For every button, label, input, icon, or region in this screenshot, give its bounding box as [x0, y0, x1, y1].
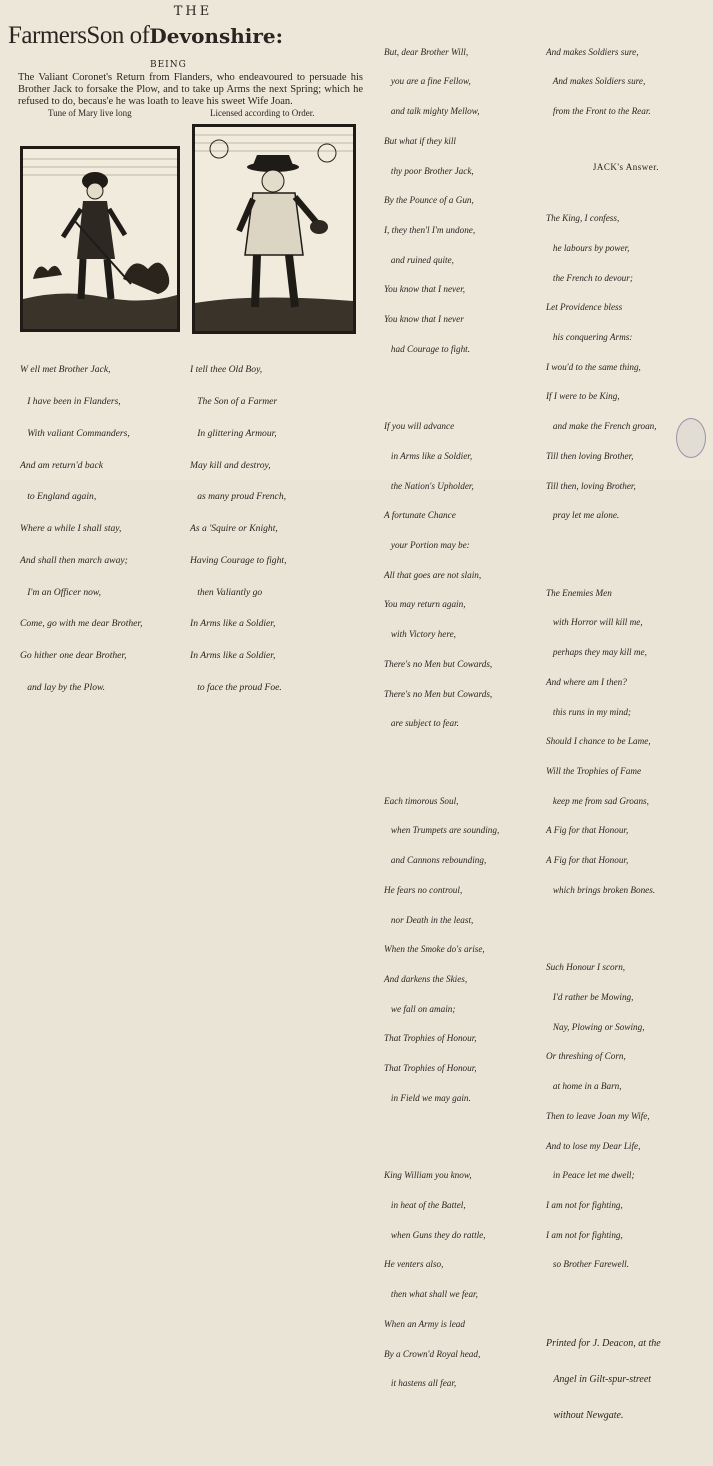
verse-line: I, they then'l I'm undone, — [384, 224, 476, 235]
verse-line: pray let me alone. — [546, 510, 620, 521]
verse-line: That Trophies of Honour, — [384, 1063, 477, 1074]
verse-line: King William you know, — [384, 1170, 472, 1181]
verse-line: and ruined quite, — [384, 254, 454, 265]
main-title-part-a: FarmersSon of — [8, 22, 150, 49]
verse-line: the French to devour; — [546, 272, 633, 283]
verse-line: When the Smoke do's arise, — [384, 944, 485, 955]
verse-line: I wou'd to the same thing, — [546, 361, 641, 372]
verse-line: A Fig for that Honour, — [546, 825, 629, 836]
tune-line: Tune of Mary live long — [48, 108, 132, 118]
verse-line: this runs in my mind; — [546, 706, 631, 717]
verse-line: And darkens the Skies, — [384, 974, 468, 984]
verse-line: the Nation's Upholder, — [384, 480, 474, 491]
verse-line: If I were to be King, — [546, 391, 620, 402]
verse-line: and talk mighty Mellow, — [384, 106, 480, 117]
main-title-part-b: Devonshire: — [149, 24, 284, 48]
verse-line: May kill and destroy, — [190, 459, 271, 471]
verse-line: You know that I never — [384, 314, 464, 325]
verse-column-4 — [546, 8, 706, 1466]
library-stamp-icon — [676, 418, 706, 458]
verse-line: In Arms like a Soldier, — [190, 618, 276, 630]
verse-line: then Valiantly go — [190, 586, 263, 598]
stanza — [546, 194, 706, 541]
imprint — [546, 1314, 706, 1446]
verse-line: But, dear Brother Will, — [384, 46, 469, 57]
verse-line: Each timorous Soul, — [384, 795, 459, 806]
verse-line: Where a while I shall stay, — [20, 523, 122, 535]
licensed-line: Licensed according to Order. — [210, 108, 315, 118]
verse-line: And where am I then? — [546, 676, 627, 687]
verse-line: keep me from sad Groans, — [546, 795, 649, 806]
verse-line: I'm an Officer now, — [20, 586, 102, 598]
answer-heading: JACK's Answer. — [592, 161, 660, 172]
verse-line: Or threshing of Corn, — [546, 1051, 626, 1062]
verse-line: your Portion may be: — [384, 540, 470, 551]
verse-line: with Horror will kill me, — [546, 617, 643, 628]
verse-line: If you will advance — [384, 421, 455, 432]
title-being: BEING — [150, 60, 187, 70]
verse-line: And makes Soldiers sure, — [546, 76, 646, 87]
main-title — [8, 20, 358, 51]
verse-line: Come, go with me dear Brother, — [20, 618, 143, 630]
verse-line: Having Courage to fight, — [190, 554, 287, 566]
verse-line: The King, I confess, — [546, 213, 620, 224]
verse-line: When an Army is lead — [384, 1318, 465, 1329]
verse-line: and lay by the Plow. — [20, 682, 106, 693]
verse-line: as many proud French, — [190, 491, 287, 503]
verse-line: I'd rather be Mowing, — [546, 991, 634, 1002]
verse-line: And shall then march away; — [20, 554, 128, 566]
verse-line: Then to leave Joan my Wife, — [546, 1110, 650, 1121]
stanza — [546, 569, 706, 916]
verse-line: I am not for fighting, — [546, 1229, 623, 1240]
verse-line: and make the French groan, — [546, 421, 657, 432]
stanza — [384, 777, 534, 1124]
verse-line: to face the proud Foe. — [190, 682, 282, 693]
verse-line: in heat of the Battel, — [384, 1199, 466, 1210]
verse-line: Till then loving Brother, — [546, 450, 634, 461]
verse-line: Go hither one dear Brother, — [20, 650, 127, 662]
verse-line: thy poor Brother Jack, — [384, 165, 474, 176]
verse-line: with Victory here, — [384, 629, 456, 640]
verse-line: Till then, loving Brother, — [546, 480, 636, 491]
verse-line: to England again, — [20, 491, 97, 503]
verse-column-3 — [384, 8, 534, 1437]
verse-line: The Enemies Men — [546, 587, 612, 598]
verse-line: He venters also, — [384, 1259, 444, 1270]
verse-line: Will the Trophies of Fame — [546, 765, 642, 776]
verse-line: and Cannons rebounding, — [384, 855, 487, 866]
verse-line: then what shall we fear, — [384, 1289, 478, 1300]
verse-line: which brings broken Bones. — [546, 884, 656, 895]
verse-line: are subject to fear. — [384, 718, 459, 729]
verse-line: The Son of a Farmer — [190, 395, 278, 407]
verse-line: so Brother Farewell. — [546, 1259, 630, 1270]
verse-line: You may return again, — [384, 599, 466, 610]
verse-line: it hastens all fear, — [384, 1378, 457, 1389]
stanza — [546, 28, 706, 137]
verse-line: W ell met Brother Jack, — [20, 364, 111, 376]
verse-line: A Fig for that Honour, — [546, 855, 629, 866]
verse-line: we fall on amain; — [384, 1003, 456, 1014]
verse-line: By a Crown'd Royal head, — [384, 1348, 481, 1359]
verse-line: perhaps they may kill me, — [546, 647, 647, 658]
title-the: THE — [173, 4, 213, 19]
verse-line: Let Providence bless — [546, 302, 623, 313]
verse-line: when Guns they do rattle, — [384, 1229, 486, 1240]
verse-line: You know that I never, — [384, 284, 466, 295]
woodcut-soldier — [20, 146, 180, 332]
verse-line: A fortunate Chance — [384, 510, 456, 521]
verse-line: And to lose my Dear Life, — [546, 1140, 641, 1151]
verse-line: at home in a Barn, — [546, 1081, 622, 1092]
stanza — [546, 943, 706, 1290]
verse-line: his conquering Arms: — [546, 332, 633, 342]
verse-line: By the Pounce of a Gun, — [384, 195, 474, 206]
verse-line: I have been in Flanders, — [20, 395, 121, 407]
verse-line: in Field we may gain. — [384, 1092, 471, 1103]
verse-column-1 — [20, 344, 182, 715]
verse-line: Nay, Plowing or Sowing, — [546, 1021, 645, 1032]
verse-line: Should I chance to be Lame, — [546, 736, 651, 747]
verse-line: There's no Men but Cowards, — [384, 688, 493, 699]
stanza — [384, 402, 534, 749]
verse-line: With valiant Commanders, — [20, 427, 130, 439]
woodcut-farmer — [192, 124, 356, 334]
stanza — [384, 1151, 534, 1409]
verse-line: In Arms like a Soldier, — [190, 650, 276, 662]
verse-line: nor Death in the least, — [384, 914, 474, 925]
verse-line: All that goes are not slain, — [384, 569, 482, 580]
verse-line: But what if they kill — [384, 135, 456, 146]
imprint-line: Printed for J. Deacon, at the — [546, 1337, 661, 1349]
verse-line: In glittering Armour, — [190, 427, 277, 439]
verse-line: you are a fine Fellow, — [384, 76, 471, 87]
verse-line: had Courage to fight. — [384, 343, 471, 354]
stanza — [384, 28, 534, 375]
verse-line: I tell thee Old Boy, — [190, 364, 263, 376]
title-description: The Valiant Coronet's Return from Flanders, who endeavoured to persuade his Brother Jack to forsake the Plow, and to take up Arms the next Spring; which he refused to do, becaus'e he was loath to leave his sweet Wife Joan. — [18, 72, 363, 107]
verse-line: I am not for fighting, — [546, 1199, 623, 1210]
imprint-line: without Newgate. — [546, 1409, 624, 1421]
verse-line: As a 'Squire or Knight, — [190, 523, 278, 535]
verse-line: Such Honour I scorn, — [546, 962, 626, 973]
verse-line: he labours by power, — [546, 242, 630, 253]
verse-line: He fears no controul, — [384, 884, 463, 895]
verse-line: That Trophies of Honour, — [384, 1033, 477, 1044]
verse-column-2 — [190, 344, 360, 715]
verse-line: And am return'd back — [20, 459, 103, 471]
verse-line: when Trumpets are sounding, — [384, 825, 500, 836]
verse-line: And makes Soldiers sure, — [546, 46, 639, 57]
verse-line: in Arms like a Soldier, — [384, 450, 473, 461]
verse-line: There's no Men but Cowards, — [384, 658, 493, 669]
imprint-line: Angel in Gilt-spur-street — [546, 1373, 652, 1385]
verse-line: in Peace let me dwell; — [546, 1170, 635, 1181]
verse-line: from the Front to the Rear. — [546, 106, 651, 117]
